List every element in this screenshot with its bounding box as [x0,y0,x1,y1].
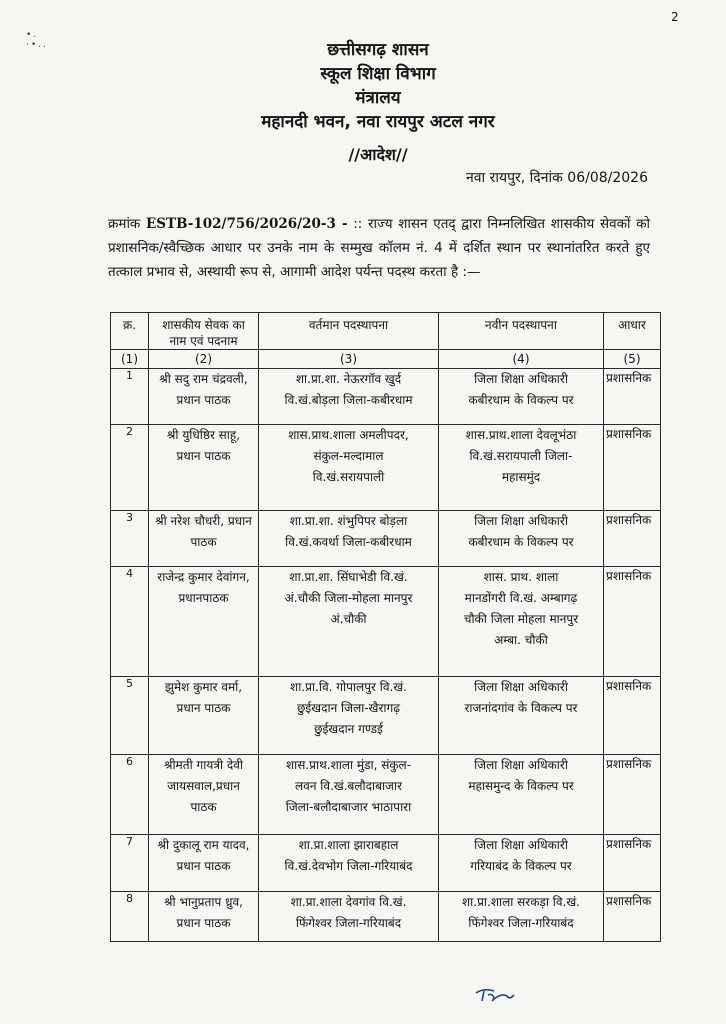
office-address: महानदी भवन, नवा रायपुर अटल नगर [261,112,495,132]
cell-name-line: झुमेश कुमार वर्मा, [164,680,243,694]
cell-current-posting-line: वि.खं.सरायपाली [312,470,385,484]
signature-mark [474,985,518,1005]
cell-name-line: श्री भानुप्रताप ध्रुव, [164,895,243,909]
cell-new-posting [439,892,604,942]
cell-new-posting [439,369,604,425]
header-name [149,313,259,350]
cell-basis: प्रशासनिक [604,511,661,567]
column-index: (4) [439,350,604,369]
cell-basis: प्रशासनिक [604,369,661,425]
table-row [111,892,661,942]
header-name-line: नाम एवं पदनाम [169,334,238,348]
cell-sno: 5 [111,677,149,755]
cell-new-posting-line: जिला शिक्षा अधिकारी [474,838,568,852]
cell-new-posting-line: शा.प्रा.शाला सरकड़ा वि.खं. [462,895,580,909]
order-title: //आदेश// [348,145,408,164]
cell-current-posting-line: शास.प्राथ.शाला अमलीपदर, [288,428,409,442]
table-row [111,567,661,677]
column-index-row [111,350,661,369]
column-index: (1) [111,350,149,369]
header-basis: आधार [604,313,661,350]
cell-sno: 4 [111,567,149,677]
cell-name-line: प्रधानपाठक [178,591,229,605]
cell-current-posting-line: शा.प्रा.शा. नेऊरगॉव खुर्द [295,372,402,386]
letterhead [0,38,726,134]
cell-current-posting [259,892,439,942]
cell-current-posting-line: शास.प्राथ.शाला मुंडा, संकुल- [285,758,412,772]
table-row [111,369,661,425]
cell-name [149,369,259,425]
cell-new-posting-line: अम्बा. चौकी [494,633,548,647]
cell-basis: प्रशासनिक [604,567,661,677]
government-name: छत्तीसगढ़ शासन [327,40,429,60]
cell-current-posting-line: जिला-बलौदाबाजार भाठापारा [285,800,412,814]
cell-name-line: श्रीमती गायत्री देवी [163,758,244,772]
table-row [111,511,661,567]
cell-basis: प्रशासनिक [604,677,661,755]
cell-current-posting [259,425,439,511]
reference-number: ESTB-102/756/2026/20-3 - [146,216,348,232]
cell-basis: प्रशासनिक [604,892,661,942]
cell-new-posting [439,677,604,755]
department-name: स्कूल शिक्षा विभाग [320,64,436,84]
cell-current-posting-line: फिंगेश्वर जिला-गरियाबंद [295,916,402,930]
cell-sno: 2 [111,425,149,511]
cell-name-line: श्री युधिष्ठिर साहू, [166,428,241,442]
cell-name-line: श्री सदु राम चंद्रवली, [159,372,248,386]
cell-name [149,425,259,511]
cell-new-posting-line: महासमुन्द के विकल्प पर [468,779,574,793]
cell-name [149,892,259,942]
cell-name-line: श्री नरेश चौधरी, प्रधान [155,514,252,528]
cell-new-posting-line: राजनांदगांव के विकल्प पर [464,701,578,715]
cell-name-line: प्रधान पाठक [176,449,231,463]
cell-sno: 6 [111,755,149,835]
cell-new-posting-line: वि.खं.सरायपाली जिला- [469,449,573,463]
cell-new-posting-line: महासमुंद [501,470,541,484]
header-new-posting: नवीन पदस्थापना [439,313,604,350]
header-sno: क्र. [111,313,149,350]
cell-name-line: राजेन्द्र कुमार देवांगन, [157,570,250,584]
cell-name-line: प्रधान पाठक [176,701,231,715]
cell-current-posting [259,511,439,567]
cell-name-line: पाठक [190,535,217,549]
cell-name [149,511,259,567]
cell-sno: 1 [111,369,149,425]
cell-name-line: श्री दुकालू राम यादव, [157,838,250,852]
cell-current-posting-line: वि.खं.कवर्धा जिला-कबीरधाम [285,535,412,549]
cell-current-posting-line: वि.खं.देवभोग जिला-गरियाबंद [284,859,413,873]
cell-name-line: प्रधान पाठक [176,393,231,407]
cell-current-posting-line: वि.खं.बोड़ला जिला-कबीरधाम [284,393,413,407]
reference-prefix: क्रमांक [108,216,141,232]
cell-name [149,755,259,835]
cell-current-posting [259,835,439,892]
cell-basis: प्रशासनिक [604,425,661,511]
table-row [111,835,661,892]
cell-current-posting-line: अं.चौकी जिला-मोहला मानपुर [284,591,413,605]
cell-sno: 7 [111,835,149,892]
cell-new-posting [439,755,604,835]
cell-current-posting [259,369,439,425]
preamble-text: :: राज्य शासन एतद् द्वारा निम्नलिखित शासकीय सेवकों को प्रशासनिक/स्वैच्छिक आधार पर उनके नाम के सम्मुख कॉलम नं. 4 में दर्शित स्थान पर स्थानांतरित करते हुए तत्काल प्रभाव से, अस्थायी रूप से, आगामी आदेश पर्यन्त पदस्थ करता है :— [108,216,650,280]
cell-basis: प्रशासनिक [604,835,661,892]
cell-basis: प्रशासनिक [604,755,661,835]
cell-name-line: जायसवाल,प्रधान [167,779,240,793]
cell-current-posting [259,677,439,755]
order-date: नवा रायपुर, दिनांक 06/08/2026 [465,170,648,186]
cell-name-line: प्रधान पाठक [176,859,231,873]
transfer-table [110,312,661,942]
cell-name-line: पाठक [190,800,217,814]
header-name-line: शासकीय सेवक का [162,318,245,332]
secretariat-name: मंत्रालय [355,88,401,108]
cell-current-posting-line: लवन वि.खं.बलौदाबाजार [295,779,402,793]
cell-current-posting [259,755,439,835]
cell-current-posting-line: छुईखदान जिला-खैरागढ़ [296,701,400,715]
cell-new-posting-line: मानडोंगरी वि.खं. अम्बागढ़ [464,591,578,605]
cell-current-posting-line: शा.प्रा.शा. सिंघाभेडी वि.खं. [289,570,408,584]
order-preamble [108,212,650,284]
cell-new-posting-line: गरियाबंद के विकल्प पर [470,859,572,873]
table-row [111,425,661,511]
table-row [111,755,661,835]
cell-new-posting-line: जिला शिक्षा अधिकारी [474,372,568,386]
cell-new-posting [439,511,604,567]
cell-new-posting-line: शास.प्राथ.शाला देवलूभंठा [465,428,577,442]
column-index: (2) [149,350,259,369]
header-current-posting: वर्तमान पदस्थापना [259,313,439,350]
cell-current-posting-line: शा.प्रा.शाला देवगांव वि.खं. [290,895,407,909]
cell-name [149,835,259,892]
cell-current-posting-line: शा.प्रा.शा. शंभुपिपर बोड़ला [289,514,408,528]
cell-current-posting [259,567,439,677]
cell-sno: 3 [111,511,149,567]
cell-new-posting [439,567,604,677]
cell-sno: 8 [111,892,149,942]
transfer-rows [111,369,661,942]
cell-new-posting-line: शास. प्राथ. शाला [483,570,559,584]
cell-name [149,677,259,755]
cell-name-line: प्रधान पाठक [176,916,231,930]
cell-current-posting-line: शा.प्रा.शाला झाराबहाल [298,838,399,852]
scan-specks: •. ·•.. [26,30,48,50]
cell-current-posting-line: शा.प्रा.वि. गोपालपुर वि.खं. [290,680,407,694]
cell-new-posting-line: जिला शिक्षा अधिकारी [474,514,568,528]
page-number: 2 [671,10,679,24]
column-index: (3) [259,350,439,369]
table-row [111,677,661,755]
cell-current-posting-line: संकुल-मल्दामाल [313,449,384,463]
cell-new-posting-line: जिला शिक्षा अधिकारी [474,758,568,772]
cell-new-posting [439,835,604,892]
table-header-row [111,313,661,350]
cell-current-posting-line: अं.चौकी [330,612,367,626]
column-index: (5) [604,350,661,369]
cell-new-posting-line: चौकी जिला मोहला मानपुर [463,612,579,626]
cell-current-posting-line: छुईखदान गण्डई [314,722,383,736]
cell-new-posting-line: कबीरधाम के विकल्प पर [468,393,574,407]
cell-new-posting-line: फिंगेश्वर जिला-गरियाबंद [468,916,574,930]
cell-name [149,567,259,677]
cell-new-posting-line: जिला शिक्षा अधिकारी [474,680,568,694]
cell-new-posting-line: कबीरधाम के विकल्प पर [468,535,574,549]
cell-new-posting [439,425,604,511]
